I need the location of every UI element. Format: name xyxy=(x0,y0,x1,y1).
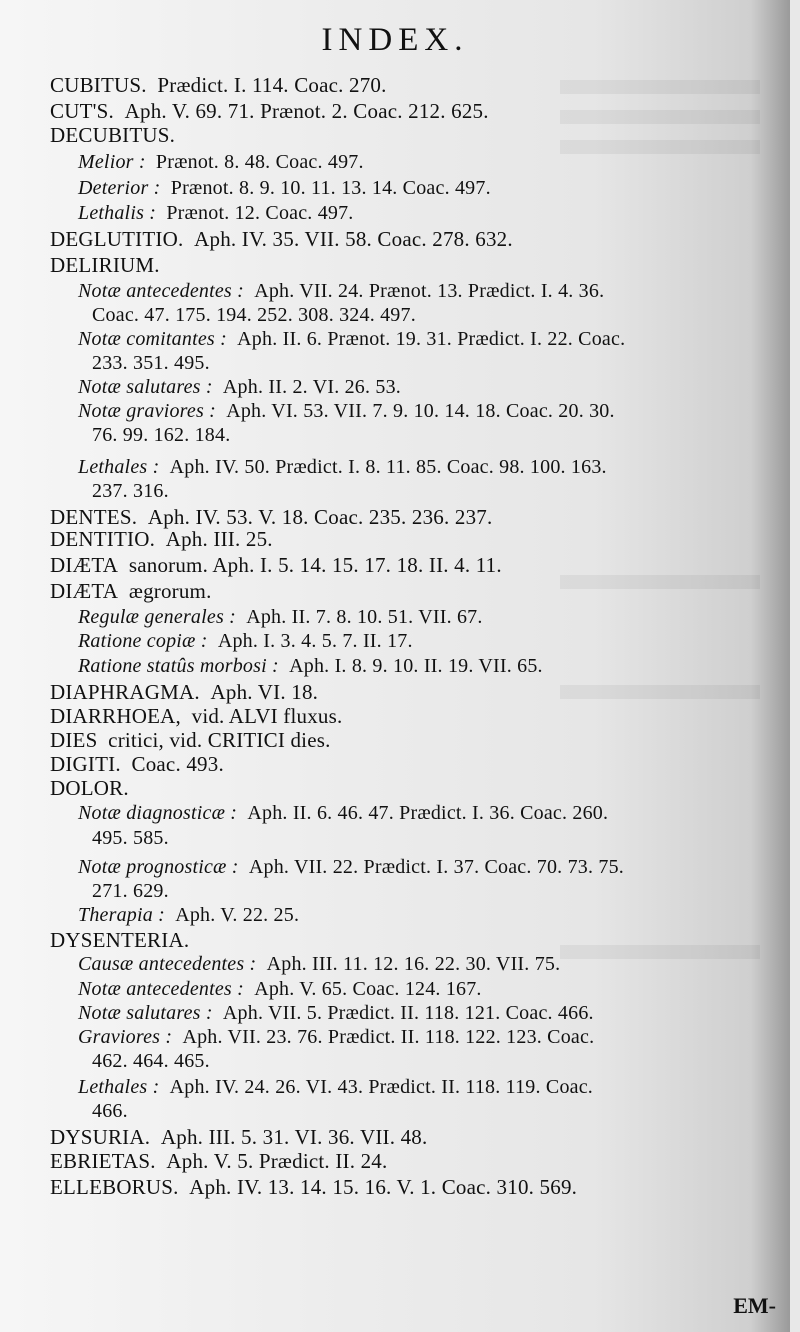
subentry-label: Lethales : xyxy=(78,1076,160,1098)
entry-references: Aph. IV. 53. V. 18. Coac. 235. 236. 237. xyxy=(147,505,493,529)
subentry-references: Aph. II. 2. VI. 26. 53. xyxy=(222,376,402,398)
index-line xyxy=(78,177,491,199)
index-line xyxy=(50,74,387,96)
entry-headword: DENTES. xyxy=(50,505,138,529)
index-line xyxy=(92,1100,128,1122)
index-line xyxy=(78,1002,594,1024)
subentry-label: Causæ antecedentes : xyxy=(78,953,257,975)
entry-references: Aph. VI. 18. xyxy=(210,680,319,704)
entry-references: ægrorum. xyxy=(128,579,212,603)
subentry-references: Aph. II. 6. Prænot. 19. 31. Prædict. I. 22. Coac. xyxy=(237,328,626,350)
index-line xyxy=(78,280,604,302)
index-line xyxy=(92,424,230,446)
index-line xyxy=(50,1150,387,1172)
index-line xyxy=(78,856,624,878)
entry-references: Aph. V. 5. Prædict. II. 24. xyxy=(166,1149,388,1173)
page-title: INDEX. xyxy=(321,22,469,58)
subentry-label: Notæ antecedentes : xyxy=(78,280,244,302)
subentry-label: Notæ diagnosticæ : xyxy=(78,802,238,824)
subentry-label: Graviores : xyxy=(78,1026,173,1048)
entry-headword: ELLEBORUS. xyxy=(50,1175,179,1199)
subentry-label: Regulæ generales : xyxy=(78,606,237,628)
entry-references: Aph. IV. 13. 14. 15. 16. V. 1. Coac. 310. 569. xyxy=(189,1175,578,1199)
subentry-references: Aph. IV. 24. 26. VI. 43. Prædict. II. 118. 119. Coac. xyxy=(169,1076,593,1098)
index-line xyxy=(92,480,169,502)
index-line xyxy=(50,506,492,528)
entry-references: vid. ALVI fluxus. xyxy=(191,704,343,728)
index-line xyxy=(50,1176,577,1198)
subentry-references: Aph. VII. 5. Prædict. II. 118. 121. Coac. 466. xyxy=(222,1002,594,1024)
index-line xyxy=(78,376,401,398)
subentry-references: Aph. VI. 53. VII. 7. 9. 10. 14. 18. Coac. 20. 30. xyxy=(226,400,615,422)
subentry-label: Lethales : xyxy=(78,456,160,478)
subentry-references: Prænot. 8. 48. Coac. 497. xyxy=(155,151,364,173)
entry-headword: DIÆTA xyxy=(50,553,119,577)
index-line xyxy=(78,655,543,677)
index-line xyxy=(78,606,483,628)
subentry-references: Aph. V. 65. Coac. 124. 167. xyxy=(254,978,482,1000)
entry-headword: DIGITI. xyxy=(50,752,121,776)
continuation-references: 76. 99. 162. 184. xyxy=(92,424,231,446)
entry-references: Aph. IV. 35. VII. 58. Coac. 278. 632. xyxy=(194,227,513,251)
subentry-references: Aph. II. 7. 8. 10. 51. VII. 67. xyxy=(246,606,483,628)
index-line xyxy=(92,880,169,902)
index-line xyxy=(92,827,169,849)
index-line xyxy=(78,630,413,652)
subentry-references: Prænot. 12. Coac. 497. xyxy=(166,202,354,224)
subentry-label: Deterior : xyxy=(78,177,161,199)
index-line xyxy=(50,228,513,250)
index-line xyxy=(50,1126,427,1148)
entry-headword: DENTITIO. xyxy=(50,527,156,551)
index-line xyxy=(50,929,189,951)
subentry-references: Aph. I. 3. 4. 5. 7. II. 17. xyxy=(217,630,413,652)
index-line xyxy=(78,904,299,926)
index-line xyxy=(50,100,489,122)
catchword: EM- xyxy=(733,1293,776,1318)
index-line xyxy=(78,1076,593,1098)
subentry-label: Notæ salutares : xyxy=(78,376,213,398)
subentry-label: Melior : xyxy=(78,151,146,173)
subentry-label: Lethalis : xyxy=(78,202,157,224)
index-line xyxy=(78,151,364,173)
entry-references: Coac. 493. xyxy=(131,752,224,776)
index-line xyxy=(50,705,342,727)
subentry-references: Aph. VII. 24. Prænot. 13. Prædict. I. 4. 36. xyxy=(254,280,605,302)
entry-references: Aph. V. 69. 71. Prænot. 2. Coac. 212. 625. xyxy=(124,99,489,123)
entry-headword: DEGLUTITIO. xyxy=(50,227,184,251)
subentry-references: Aph. III. 11. 12. 16. 22. 30. VII. 75. xyxy=(266,953,561,975)
subentry-label: Ratione copiæ : xyxy=(78,630,208,652)
entry-headword: DELIRIUM. xyxy=(50,253,160,277)
entry-headword: CUT'S. xyxy=(50,99,114,123)
entry-headword: DECUBITUS. xyxy=(50,123,176,147)
index-line xyxy=(92,1050,210,1072)
entry-headword: DIÆTA xyxy=(50,579,119,603)
entry-headword: DYSURIA. xyxy=(50,1125,151,1149)
index-line xyxy=(50,580,212,602)
subentry-references: Aph. IV. 50. Prædict. I. 8. 11. 85. Coac. 98. 100. 163. xyxy=(169,456,607,478)
index-line xyxy=(50,681,318,703)
continuation-references: 233. 351. 495. xyxy=(92,352,210,374)
entry-headword: CUBITUS. xyxy=(50,73,147,97)
continuation-references: 495. 585. xyxy=(92,827,169,849)
subentry-label: Notæ antecedentes : xyxy=(78,978,244,1000)
entry-headword: DIARRHOEA, xyxy=(50,704,181,728)
index-line xyxy=(50,124,175,146)
index-line xyxy=(92,352,210,374)
subentry-label: Notæ prognosticæ : xyxy=(78,856,239,878)
entry-references: Aph. III. 25. xyxy=(165,527,273,551)
continuation-references: 271. 629. xyxy=(92,880,169,902)
subentry-references: Aph. VII. 22. Prædict. I. 37. Coac. 70. 73. 75. xyxy=(248,856,624,878)
index-line xyxy=(92,304,416,326)
subentry-label: Notæ salutares : xyxy=(78,1002,213,1024)
index-line xyxy=(78,802,608,824)
index-line xyxy=(78,202,354,224)
index-line xyxy=(78,456,607,478)
entry-headword: DYSENTERIA. xyxy=(50,928,190,952)
index-line xyxy=(50,777,129,799)
index-line xyxy=(78,953,560,975)
subentry-references: Aph. V. 22. 25. xyxy=(175,904,300,926)
index-line xyxy=(78,328,625,350)
index-line xyxy=(50,753,224,775)
index-line xyxy=(78,1026,594,1048)
entry-headword: DIES xyxy=(50,728,98,752)
entry-headword: DOLOR. xyxy=(50,776,129,800)
subentry-label: Ratione statûs morbosi : xyxy=(78,655,279,677)
subentry-references: Aph. I. 8. 9. 10. II. 19. VII. 65. xyxy=(289,655,543,677)
subentry-label: Notæ comitantes : xyxy=(78,328,227,350)
index-line xyxy=(50,554,502,576)
index-line xyxy=(50,528,273,550)
entry-references: Aph. III. 5. 31. VI. 36. VII. 48. xyxy=(160,1125,428,1149)
continuation-references: 237. 316. xyxy=(92,480,169,502)
entry-references: Prædict. I. 114. Coac. 270. xyxy=(157,73,387,97)
index-line xyxy=(78,978,482,1000)
continuation-references: 462. 464. 465. xyxy=(92,1050,210,1072)
subentry-references: Aph. II. 6. 46. 47. Prædict. I. 36. Coac. 260. xyxy=(247,802,609,824)
entry-headword: DIAPHRAGMA. xyxy=(50,680,200,704)
subentry-references: Aph. VII. 23. 76. Prædict. II. 118. 122. 123. Coac. xyxy=(182,1026,595,1048)
entry-references: sanorum. Aph. I. 5. 14. 15. 17. 18. II. 4. 11. xyxy=(128,553,502,577)
subentry-references: Prænot. 8. 9. 10. 11. 13. 14. Coac. 497. xyxy=(170,177,491,199)
index-line xyxy=(50,254,160,276)
subentry-label: Notæ graviores : xyxy=(78,400,217,422)
subentry-label: Therapia : xyxy=(78,904,165,926)
index-line xyxy=(50,729,331,751)
entry-references: critici, vid. CRITICI dies. xyxy=(108,728,331,752)
continuation-references: 466. xyxy=(92,1100,128,1122)
entry-headword: EBRIETAS. xyxy=(50,1149,156,1173)
continuation-references: Coac. 47. 175. 194. 252. 308. 324. 497. xyxy=(92,304,416,326)
index-line xyxy=(78,400,615,422)
